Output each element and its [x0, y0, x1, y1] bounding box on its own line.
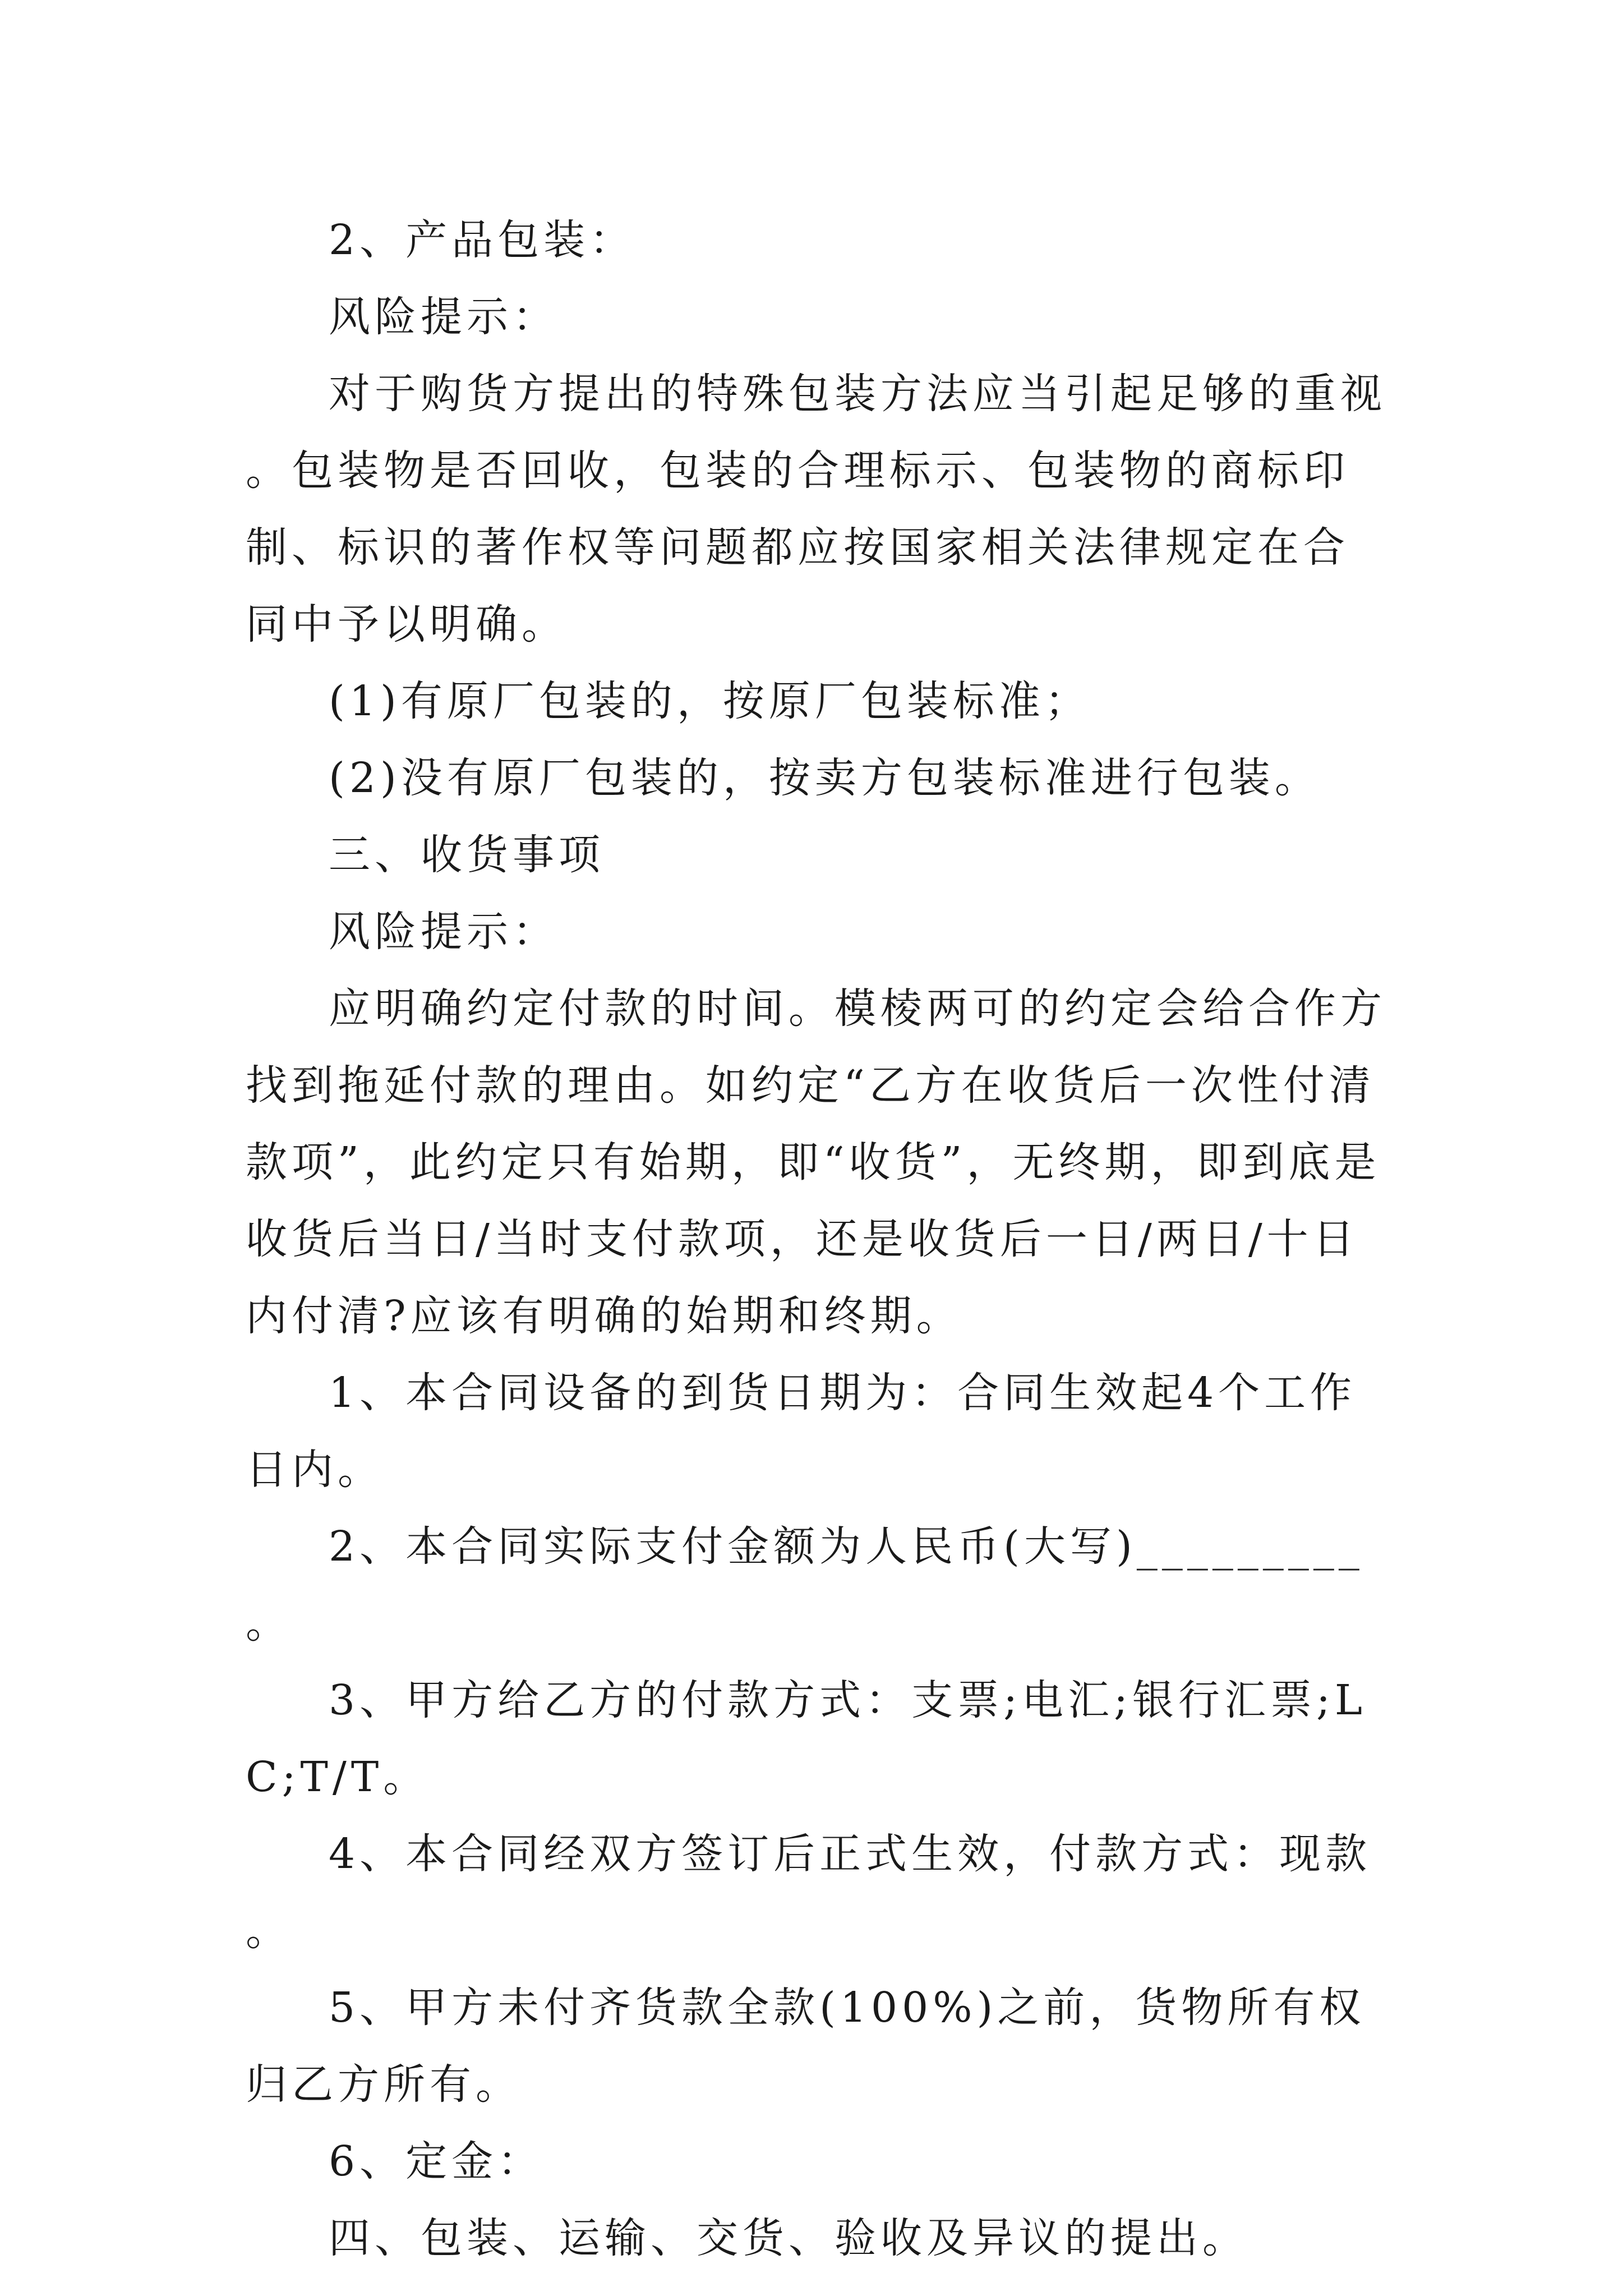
- packaging-item-original: (1)有原厂包装的，按原厂包装标准；: [329, 677, 1091, 725]
- clause-effective-payment: 4、本合同经双方签订后正式生效，付款方式：现款。: [246, 1830, 1372, 1955]
- clause-payment-amount: 2、本合同实际支付金额为人民币(大写)_________。: [246, 1522, 1364, 1648]
- section-receipt-heading: 三、收货事项: [329, 831, 605, 879]
- clause-product-packaging-heading: 2、产品包装：: [329, 216, 636, 264]
- section-packaging-transport-heading: 四、包装、运输、交货、验收及异议的提出。: [329, 2214, 1248, 2262]
- packaging-risk-paragraph: 对于购货方提出的特殊包装方法应当引起足够的重视。包装物是否回收，包装的合理标示、包装物的商标印制、标识的著作权等问题都应按国家相关法律规定在合同中予以明确。: [246, 370, 1386, 648]
- clause-payment-method: 3、甲方给乙方的付款方式：支票;电汇;银行汇票;LC;T/T。: [246, 1676, 1367, 1801]
- clause-ownership: 5、甲方未付齐货款全款(100%)之前，货物所有权归乙方所有。: [246, 1984, 1366, 2109]
- risk-notice-label: 风险提示：: [329, 908, 559, 956]
- document-body: [246, 202, 1390, 2277]
- packaging-item-seller: (2)没有原厂包装的，按卖方包装标准进行包装。: [329, 754, 1321, 802]
- payment-risk-paragraph: 应明确约定付款的时间。模棱两可的约定会给合作方找到拖延付款的理由。如约定“乙方在收货后一次性付清款项”，此约定只有始期，即“收货”，无终期，即到底是收货后当日/当时支付款项，还是收货后一日/两日/十日内付清?应该有明确的始期和终期。: [246, 984, 1386, 1340]
- risk-notice-label: 风险提示：: [329, 293, 559, 341]
- clause-deposit: 6、定金：: [329, 2137, 544, 2185]
- clause-delivery-date: 1、本合同设备的到货日期为：合同生效起4个工作日内。: [246, 1369, 1357, 1494]
